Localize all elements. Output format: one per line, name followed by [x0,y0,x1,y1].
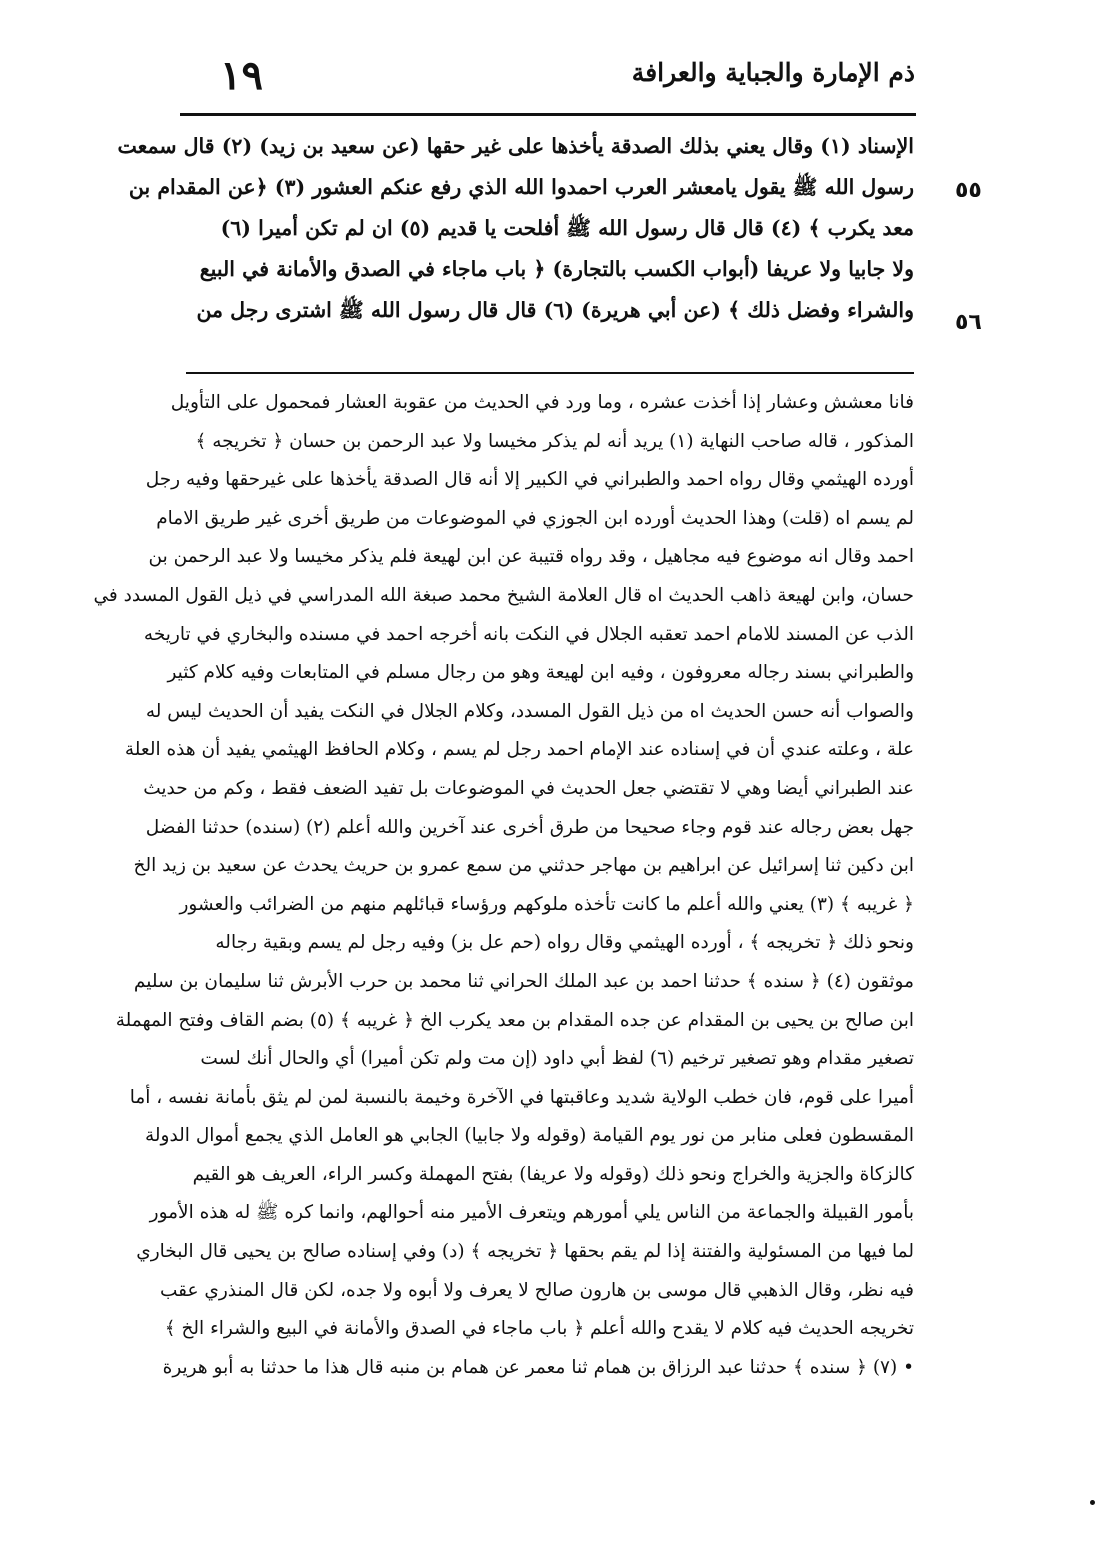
footnote-line: احمد وقال انه موضوع فيه مجاهيل ، وقد رواه قتيبة عن ابن لهيعة فلم يذكر مخيسا ولا عبد الرحمن بن [148,546,914,568]
footnote-line: كالزكاة والجزية والخراج ونحو ذلك (وقوله ولا عريفا) بفتح المهملة وكسر الراء، العريف هو القيم [192,1163,914,1185]
footnote-line: والصواب أنه حسن الحديث اه من ذيل القول المسدد، وكلام الجلال في النكت يفيد أن الحديث ليس له [145,700,914,722]
footnote-line: ﴿ غريبه ﴾ (٣) يعني والله أعلم ما كانت تأخذه ملوكهم ورؤساء قبائلهم منهم من الضرائب والعشور [179,893,914,915]
hadith-number: ٥٥ [955,178,982,203]
footnote-line: أميرا على قوم، فان خطب الولاية شديد وعاقبتها في الآخرة وخيمة بالنسبة لمن لم يثق بأمانة نفسه ، أما [129,1086,914,1108]
page-number: ١٩ [220,52,263,99]
main-text-line: معد يكرب ﴾ (٤) قال قال رسول الله ﷺ أفلحت يا قديم (٥) ان لم تكن أميرا (٦) [220,216,914,240]
footnote-line: فيه نظر، وقال الذهبي قال موسى بن هارون صالح لا يعرف ولا أبوه ولا جده، لكن قال المنذري عقب [159,1279,914,1301]
footnote-line: عند الطبراني أيضا وهي لا تقتضي جعل الحديث في الموضوعات بل تفيد الضعف فقط ، وكم من حديث [143,777,914,799]
footnote-line: فانا معشش وعشار إذا أخذت عشره ، وما ورد في الحديث من عقوبة العشار فمحمول على التأويل [170,392,914,413]
footnote-line: علة ، وعلته عندي أن في إسناده عند الإمام احمد رجل لم يسم ، وكلام الحافظ الهيثمي يفيد أن هذه العلة [124,739,914,761]
page-header [180,52,915,112]
footnote-line: جهل بعض رجاله عند قوم وجاء صحيحا من طرق أخرى عند آخرين والله أعلم (٢) (سنده) حدثنا الفضل [145,816,914,838]
footnote-line: موثقون (٤) ﴿ سنده ﴾ حدثنا احمد بن عبد الملك الحراني ثنا محمد بن حرب الأبرش ثنا سليمان بن سليم [133,970,914,992]
header-rule [180,113,916,116]
footnote-line: تخريجه الحديث فيه كلام لا يقدح والله أعلم ﴿ باب ماجاء في الصدق والأمانة في البيع والشراء الخ ﴾ [164,1318,914,1340]
footnote-line: تصغير مقدام وهو تصغير ترخيم (٦) لفظ أبي داود (إن مت ولم تكن أميرا) أي والحال أنك لست [200,1048,914,1070]
footnote-line: ونحو ذلك ﴿ تخريجه ﴾ ، أورده الهيثمي وقال رواه (حم عل بز) وفيه رجل لم يسم وبقية رجاله [215,932,914,954]
main-text-line: ولا جابيا ولا عريفا (أبواب الكسب بالتجارة) ﴿ باب ماجاء في الصدق والأمانة في البيع [199,257,914,281]
footnote-line: ابن صالح بن يحيى بن المقدام عن جده المقدام بن معد يكرب الخ ﴿ غريبه ﴾ (٥) بضم القاف وفتح المهملة [115,1009,914,1031]
footnotes-block [93,384,914,1387]
footnote-line: أورده الهيثمي وقال رواه احمد والطبراني في الكبير إلا أنه قال الصدقة يأخذها على غيرحقها وفيه رجل [145,469,914,491]
footnote-line: لما فيها من المسئولية والفتنة إذا لم يقم بحقها ﴿ تخريجه ﴾ (د) وفي إسناده صالح بن يحيى قال البخاري [136,1241,914,1263]
footnote-line: والطبراني بسند رجاله معروفون ، وفيه ابن لهيعة وهو من رجال مسلم في المتابعات وفيه كلام كثير [167,662,914,684]
footnote-line: بأمور القبيلة والجماعة من الناس يلي أمورهم ويتعرف الأمير منه أحوالهم، وانما كره ﷺ له هذه الأمور [149,1202,914,1224]
running-title: ذم الإمارة والجباية والعرافة [631,58,915,87]
main-text-block [117,126,914,331]
main-text-line: الإسناد (١) وقال يعني بذلك الصدقة يأخذها على غير حقها (عن سعيد بن زيد) (٢) قال سمعت [117,134,914,158]
footnote-line: المقسطون فعلى منابر من نور يوم القيامة (وقوله ولا جابيا) الجابي هو العامل الذي يجمع أموال الدولة [144,1125,914,1147]
main-text-line: والشراء وفضل ذلك ﴾ (عن أبي هريرة) (٦) قال قال رسول الله ﷺ اشترى رجل من [196,298,914,322]
footnote-line: حسان، وابن لهيعة ذاهب الحديث اه قال العلامة الشيخ محمد صبغة الله المدراسي في ذيل القول المسدد في [93,584,914,606]
footnote-rule [186,372,914,374]
footnote-line: لم يسم اه (قلت) وهذا الحديث أورده ابن الجوزي في الموضوعات من طريق أخرى غير طريق الامام [156,507,914,529]
footnote-line: • (٧) ﴿ سنده ﴾ حدثنا عبد الرزاق بن همام ثنا معمر عن همام بن منبه قال هذا ما حدثنا به أبو هريرة [162,1356,914,1378]
footnote-line: الذب عن المسند للامام احمد تعقبه الجلال في النكت بانه أخرجه احمد في مسنده والبخاري في تاريخه [143,623,914,645]
hadith-number: ٥٦ [955,310,982,335]
footnote-line: المذكور ، قاله صاحب النهاية (١) يريد أنه لم يذكر مخيسا ولا عبد الرحمن بن حسان ﴿ تخريجه ﴾ [195,430,914,452]
page-speck [1090,1500,1095,1505]
main-text-line: رسول الله ﷺ يقول يامعشر العرب احمدوا الله الذي رفع عنكم العشور (٣) ﴿عن المقدام بن [128,175,914,199]
footnote-line: ابن دكين ثنا إسرائيل عن ابراهيم بن مهاجر حدثني من سمع عمرو بن حريث يحدث عن سعيد بن زيد الخ [133,855,914,877]
